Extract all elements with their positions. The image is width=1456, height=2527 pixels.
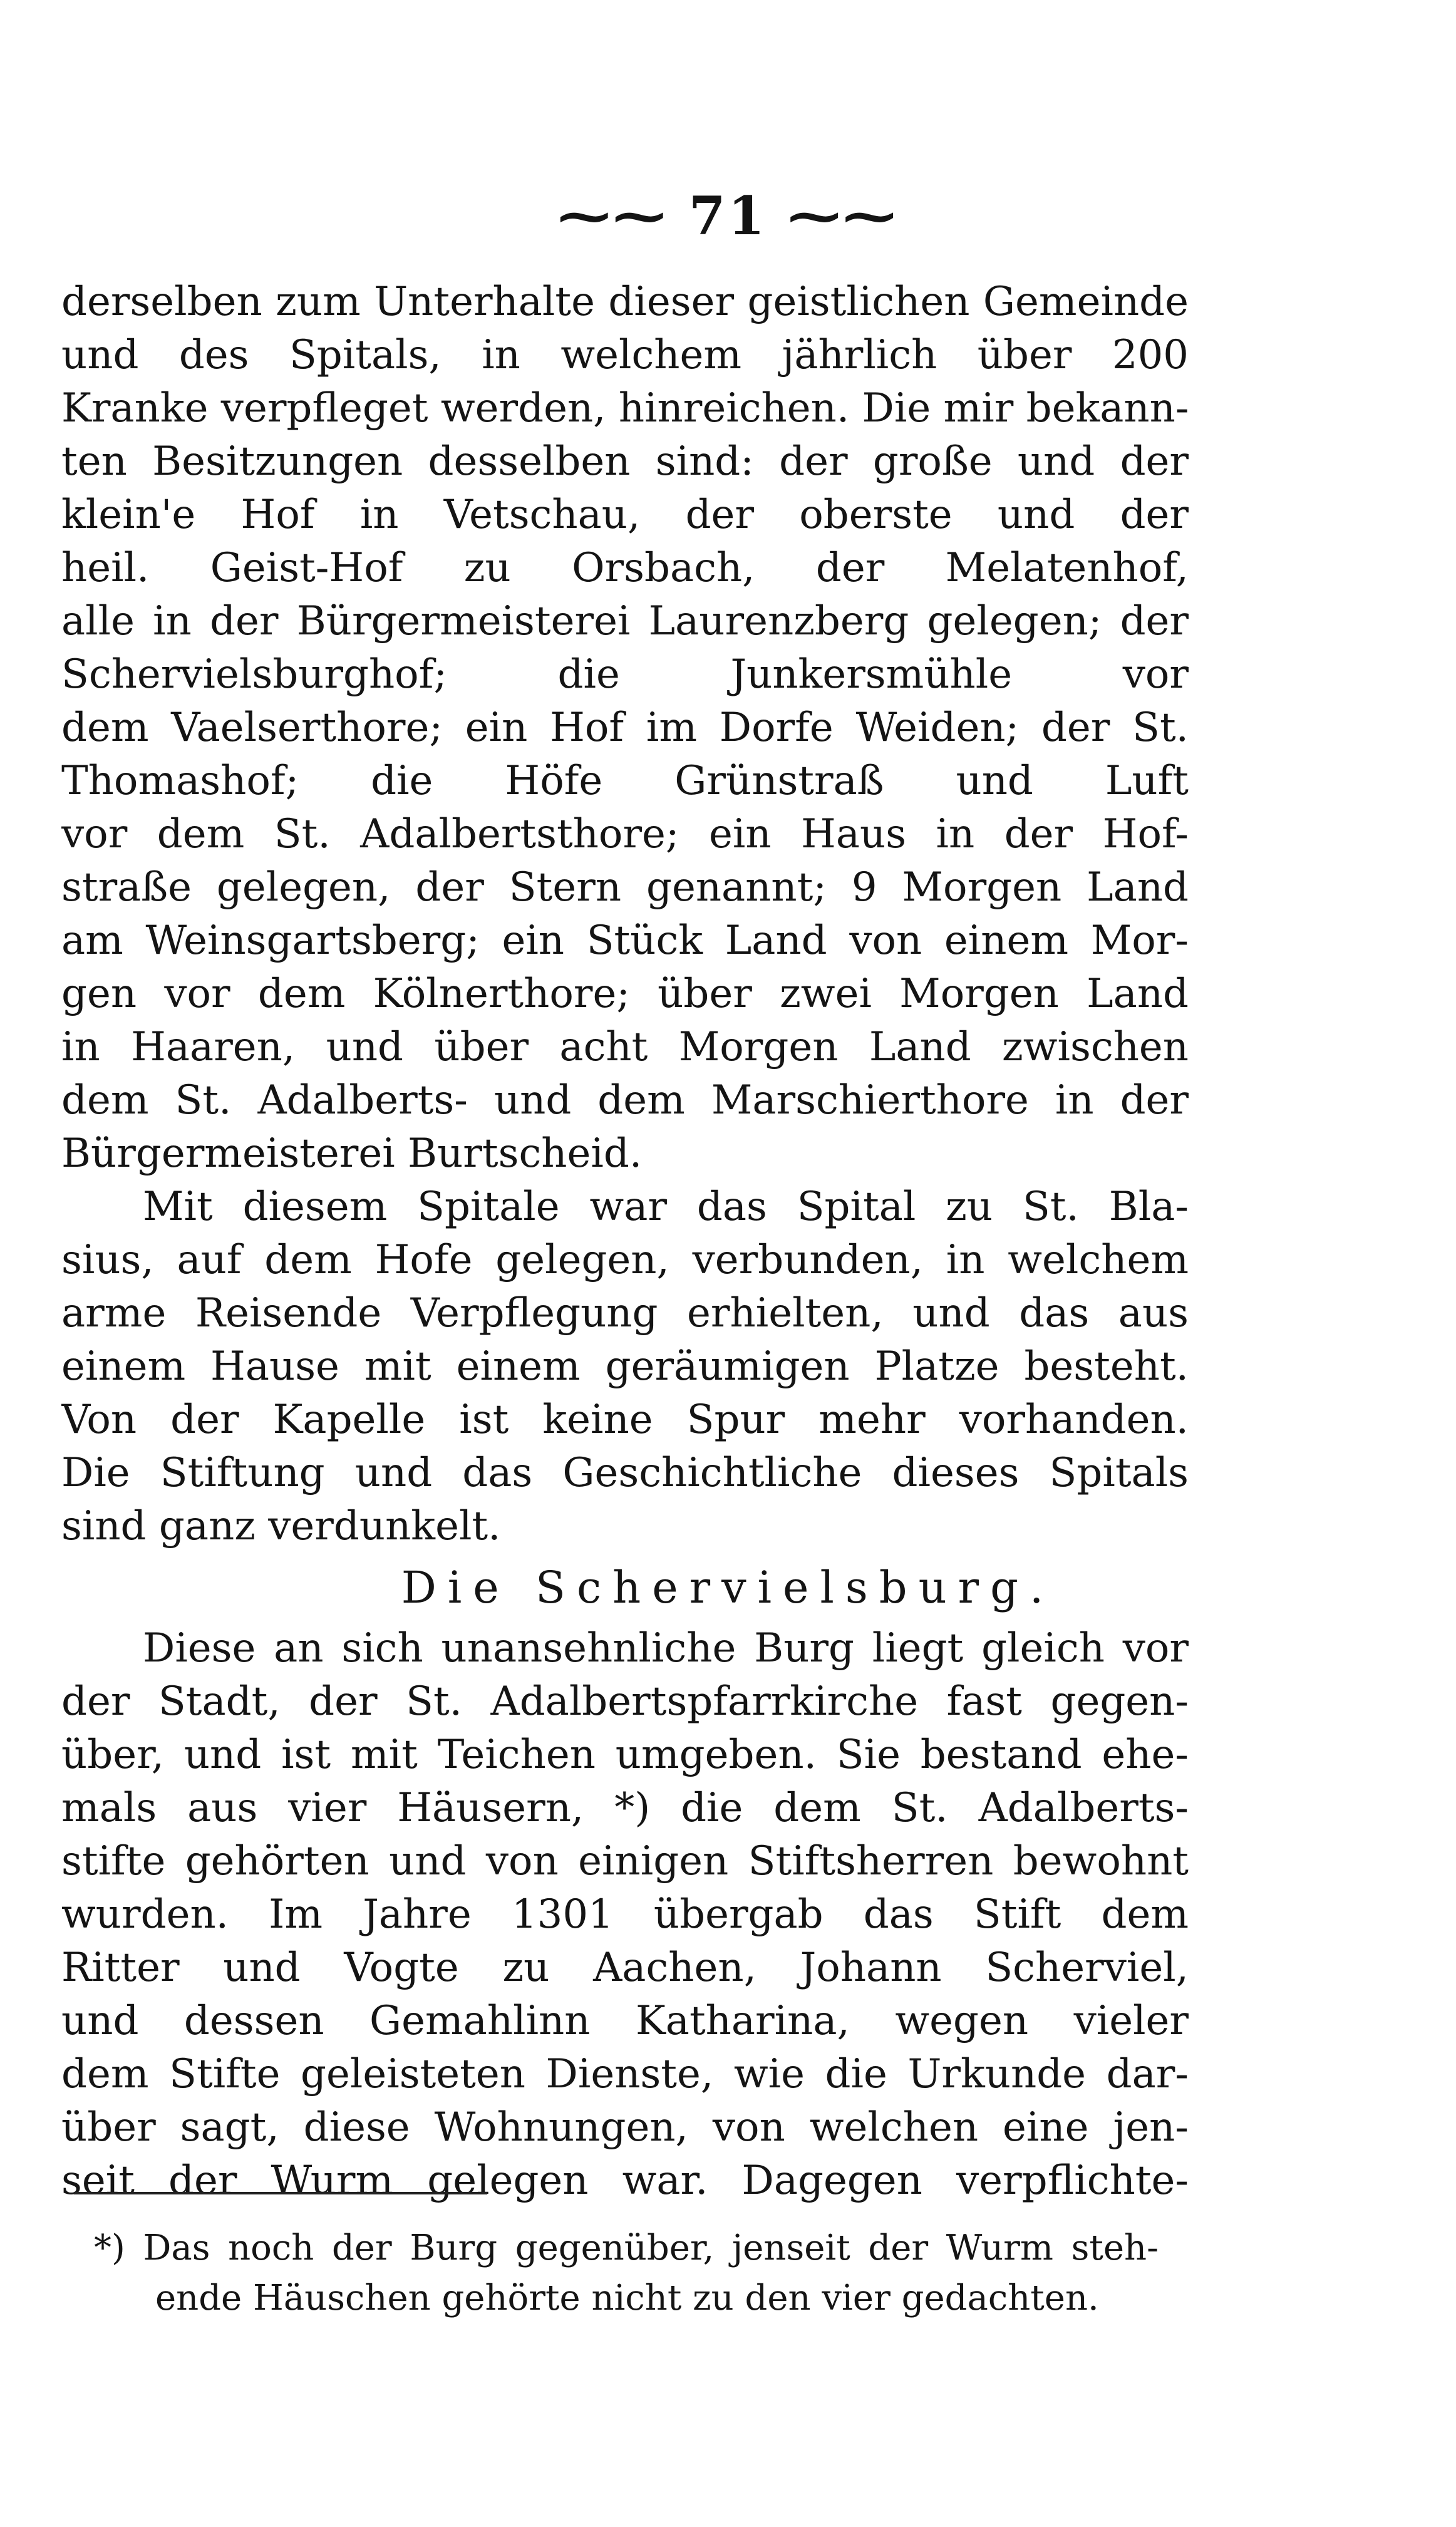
text-line: Mit diesem Spitale war das Spital zu St. Bla- [143,1184,1189,1230]
text-line: der Stadt, der St. Adalbertspfarrkirche fast gegen- [61,1678,1189,1725]
text-line: stifte gehörten und von einigen Stiftsherren bewohnt [61,1838,1189,1884]
text-line: gen vor dem Kölnerthore; über zwei Morgen Land [61,971,1189,1017]
text-line: Bürgermeisterei Burtscheid. [61,1130,643,1177]
footnote-line: ende Häuschen gehörte nicht zu den vier gedachten. [155,2278,1099,2318]
text-line: dem Vaelserthore; ein Hof im Dorfe Weiden; der St. [61,705,1189,751]
text-line: ten Besitzungen desselben sind: der große und der [61,438,1189,485]
text-line: sind ganz verdunkelt. [61,1503,501,1549]
text-line: straße gelegen, der Stern genannt; 9 Morgen Land [61,864,1189,911]
text-line: und dessen Gemahlinn Katharina, wegen vieler [61,1998,1189,2044]
text-line: über, und ist mit Teichen umgeben. Sie bestand ehe- [61,1732,1189,1778]
footnote [94,2223,1159,2323]
text-line: seit der Wurm gelegen war. Dagegen verpflichte- [61,2158,1189,2204]
page-number: ⁓⁓ 71 ⁓⁓ [557,185,899,247]
text-line: in Haaren, und über acht Morgen Land zwischen [61,1024,1189,1070]
text-line: Ritter und Vogte zu Aachen, Johann Scherviel, [61,1945,1189,1991]
footnote-divider [74,2192,487,2194]
text-line: vor dem St. Adalbertsthore; ein Haus in der Hof- [61,811,1189,857]
text-line: dem Stifte geleisteten Dienste, wie die Urkunde dar- [61,2051,1189,2097]
text-line: sius, auf dem Hofe gelegen, verbunden, in welchem [61,1237,1189,1283]
text-line: alle in der Bürgermeisterei Laurenzberg gelegen; der [61,598,1189,644]
paragraph-3 [61,1622,1189,2208]
text-line: Thomashof; die Höfe Grünstraß und Luft [61,758,1189,804]
text-line: einem Hause mit einem geräumigen Platze besteht. [61,1343,1189,1390]
section-title: Die Schervielsburg. [401,1562,1055,1613]
text-line: klein'e Hof in Vetschau, der oberste und der [61,492,1189,538]
text-line: arme Reisende Verpflegung erhielten, und das aus [61,1290,1189,1336]
footnote-line: *) Das noch der Burg gegenüber, jenseit der Wurm steh- [94,2228,1159,2268]
text-line: und des Spitals, in welchem jährlich über 200 [61,332,1189,378]
paragraph-1 [61,276,1189,1181]
text-line: mals aus vier Häusern, *) die dem St. Adalberts- [61,1785,1189,1831]
text-line: derselben zum Unterhalte dieser geistlichen Gemeinde [61,279,1189,325]
text-line: Kranke verpfleget werden, hinreichen. Die mir bekann- [61,385,1189,432]
text-line: über sagt, diese Wohnungen, von welchen eine jen- [61,2104,1189,2151]
text-line: Von der Kapelle ist keine Spur mehr vorhanden. [61,1397,1189,1443]
text-line: heil. Geist-Hof zu Orsbach, der Melatenhof, [61,545,1189,591]
text-line: Diese an sich unansehnliche Burg liegt gleich vor [143,1625,1189,1672]
paragraph-2 [61,1181,1189,1553]
text-line: wurden. Im Jahre 1301 übergab das Stift dem [61,1891,1189,1938]
text-line: dem St. Adalberts- und dem Marschierthore in der [61,1077,1189,1124]
text-line: Die Stiftung und das Geschichtliche dieses Spitals [61,1450,1189,1496]
text-line: Schervielsburghof; die Junkersmühle vor [61,651,1189,698]
text-line: am Weinsgartsberg; ein Stück Land von einem Mor- [61,917,1189,964]
